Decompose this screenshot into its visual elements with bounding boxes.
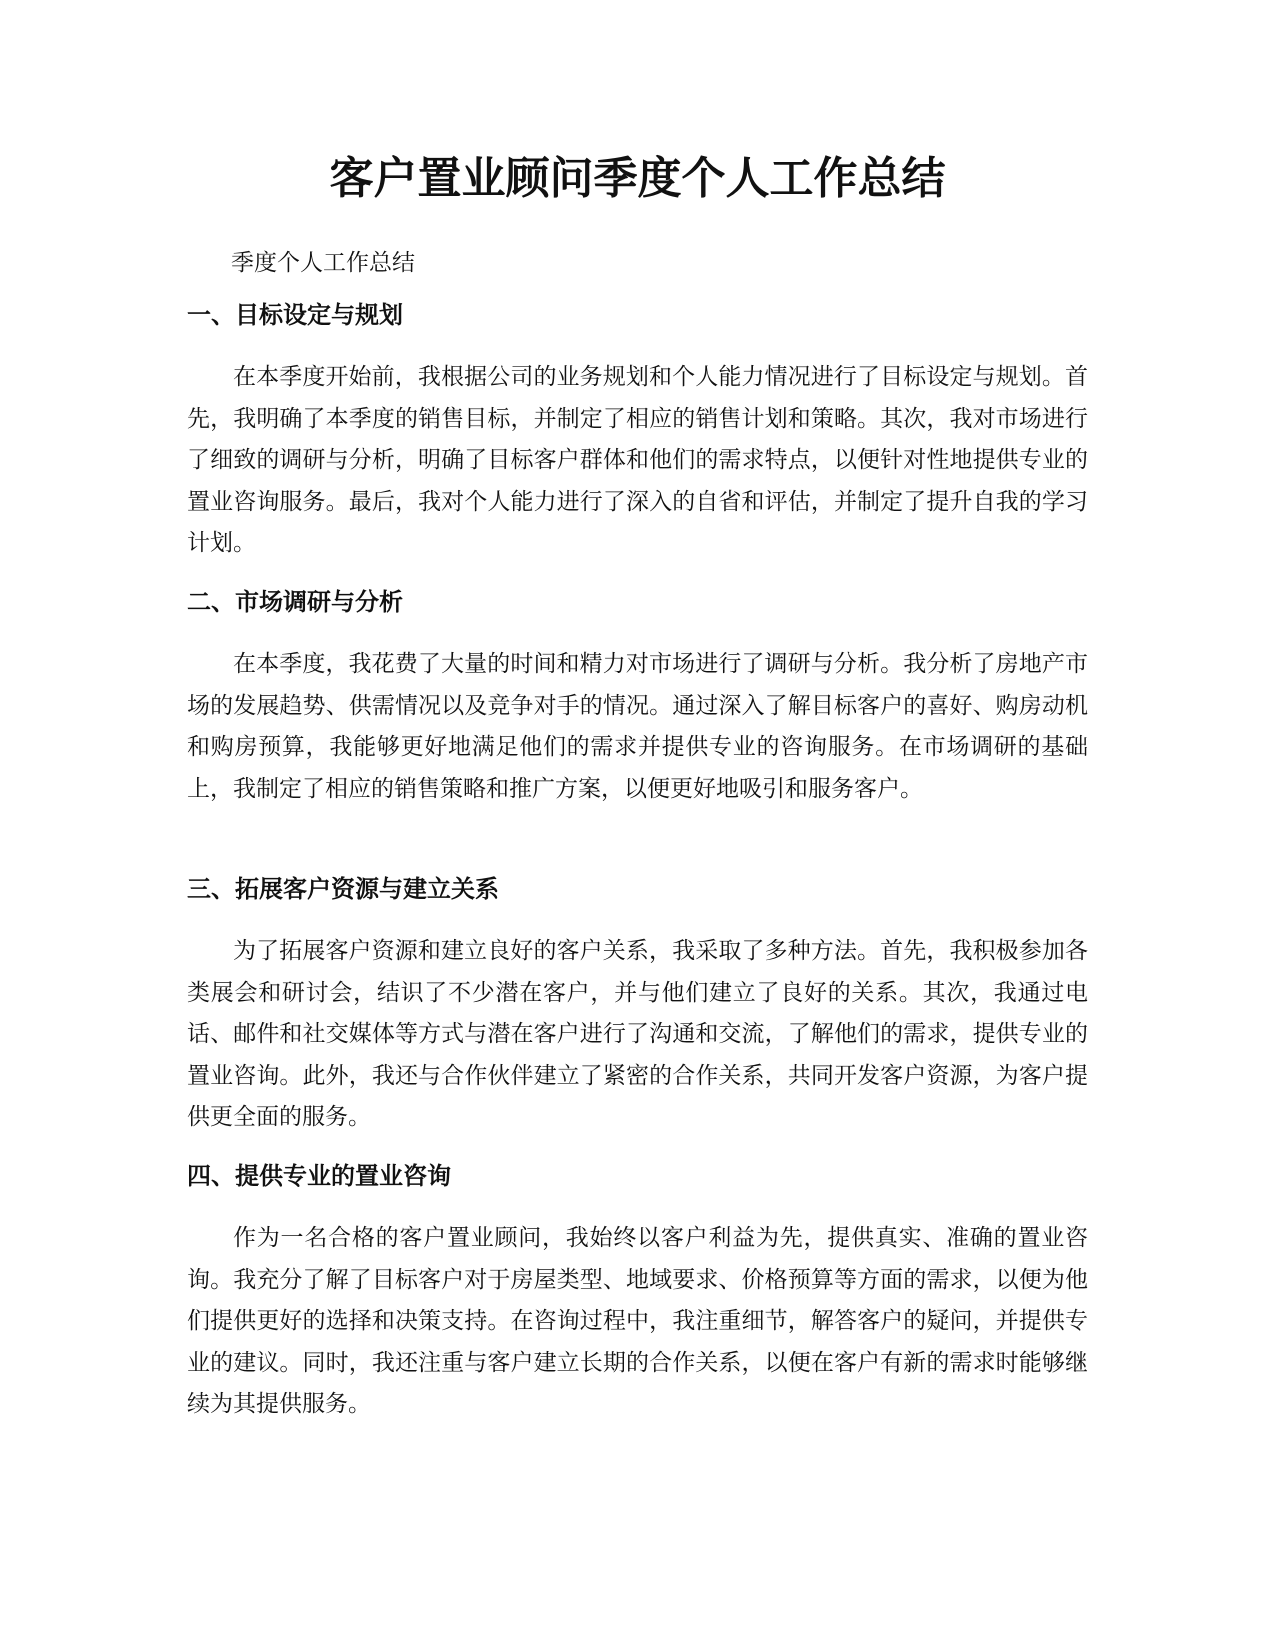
- section-body-2: 在本季度，我花费了大量的时间和精力对市场进行了调研与分析。我分析了房地产市场的发展趋势、供需情况以及竞争对手的情况。通过深入了解目标客户的喜好、购房动机和购房预算，我能够更好地满足他们的需求并提供专业的咨询服务。在市场调研的基础上，我制定了相应的销售策略和推广方案，以便更好地吸引和服务客户。: [187, 651, 1088, 802]
- section-heading-3: 三、拓展客户资源与建立关系: [187, 875, 499, 903]
- section-heading-2: 二、市场调研与分析: [187, 588, 403, 616]
- document-subtitle: 季度个人工作总结: [231, 250, 415, 276]
- document-page: [187, 0, 1088, 1650]
- section-heading-4: 四、提供专业的置业咨询: [187, 1162, 451, 1190]
- section-heading-1: 一、目标设定与规划: [187, 301, 403, 329]
- document-title: 客户置业顾问季度个人工作总结: [329, 153, 946, 204]
- section-body-4: 作为一名合格的客户置业顾问，我始终以客户利益为先，提供真实、准确的置业咨询。我充分了解了目标客户对于房屋类型、地域要求、价格预算等方面的需求，以便为他们提供更好的选择和决策支持。在咨询过程中，我注重细节，解答客户的疑问，并提供专业的建议。同时，我还注重与客户建立长期的合作关系，以便在客户有新的需求时能够继续为其提供服务。: [187, 1225, 1088, 1417]
- section-body-3: 为了拓展客户资源和建立良好的客户关系，我采取了多种方法。首先，我积极参加各类展会和研讨会，结识了不少潜在客户，并与他们建立了良好的关系。其次，我通过电话、邮件和社交媒体等方式与潜在客户进行了沟通和交流，了解他们的需求，提供专业的置业咨询。此外，我还与合作伙伴建立了紧密的合作关系，共同开发客户资源，为客户提供更全面的服务。: [187, 938, 1088, 1130]
- section-body-1: 在本季度开始前，我根据公司的业务规划和个人能力情况进行了目标设定与规划。首先，我明确了本季度的销售目标，并制定了相应的销售计划和策略。其次，我对市场进行了细致的调研与分析，明确了目标客户群体和他们的需求特点，以便针对性地提供专业的置业咨询服务。最后，我对个人能力进行了深入的自省和评估，并制定了提升自我的学习计划。: [187, 364, 1088, 556]
